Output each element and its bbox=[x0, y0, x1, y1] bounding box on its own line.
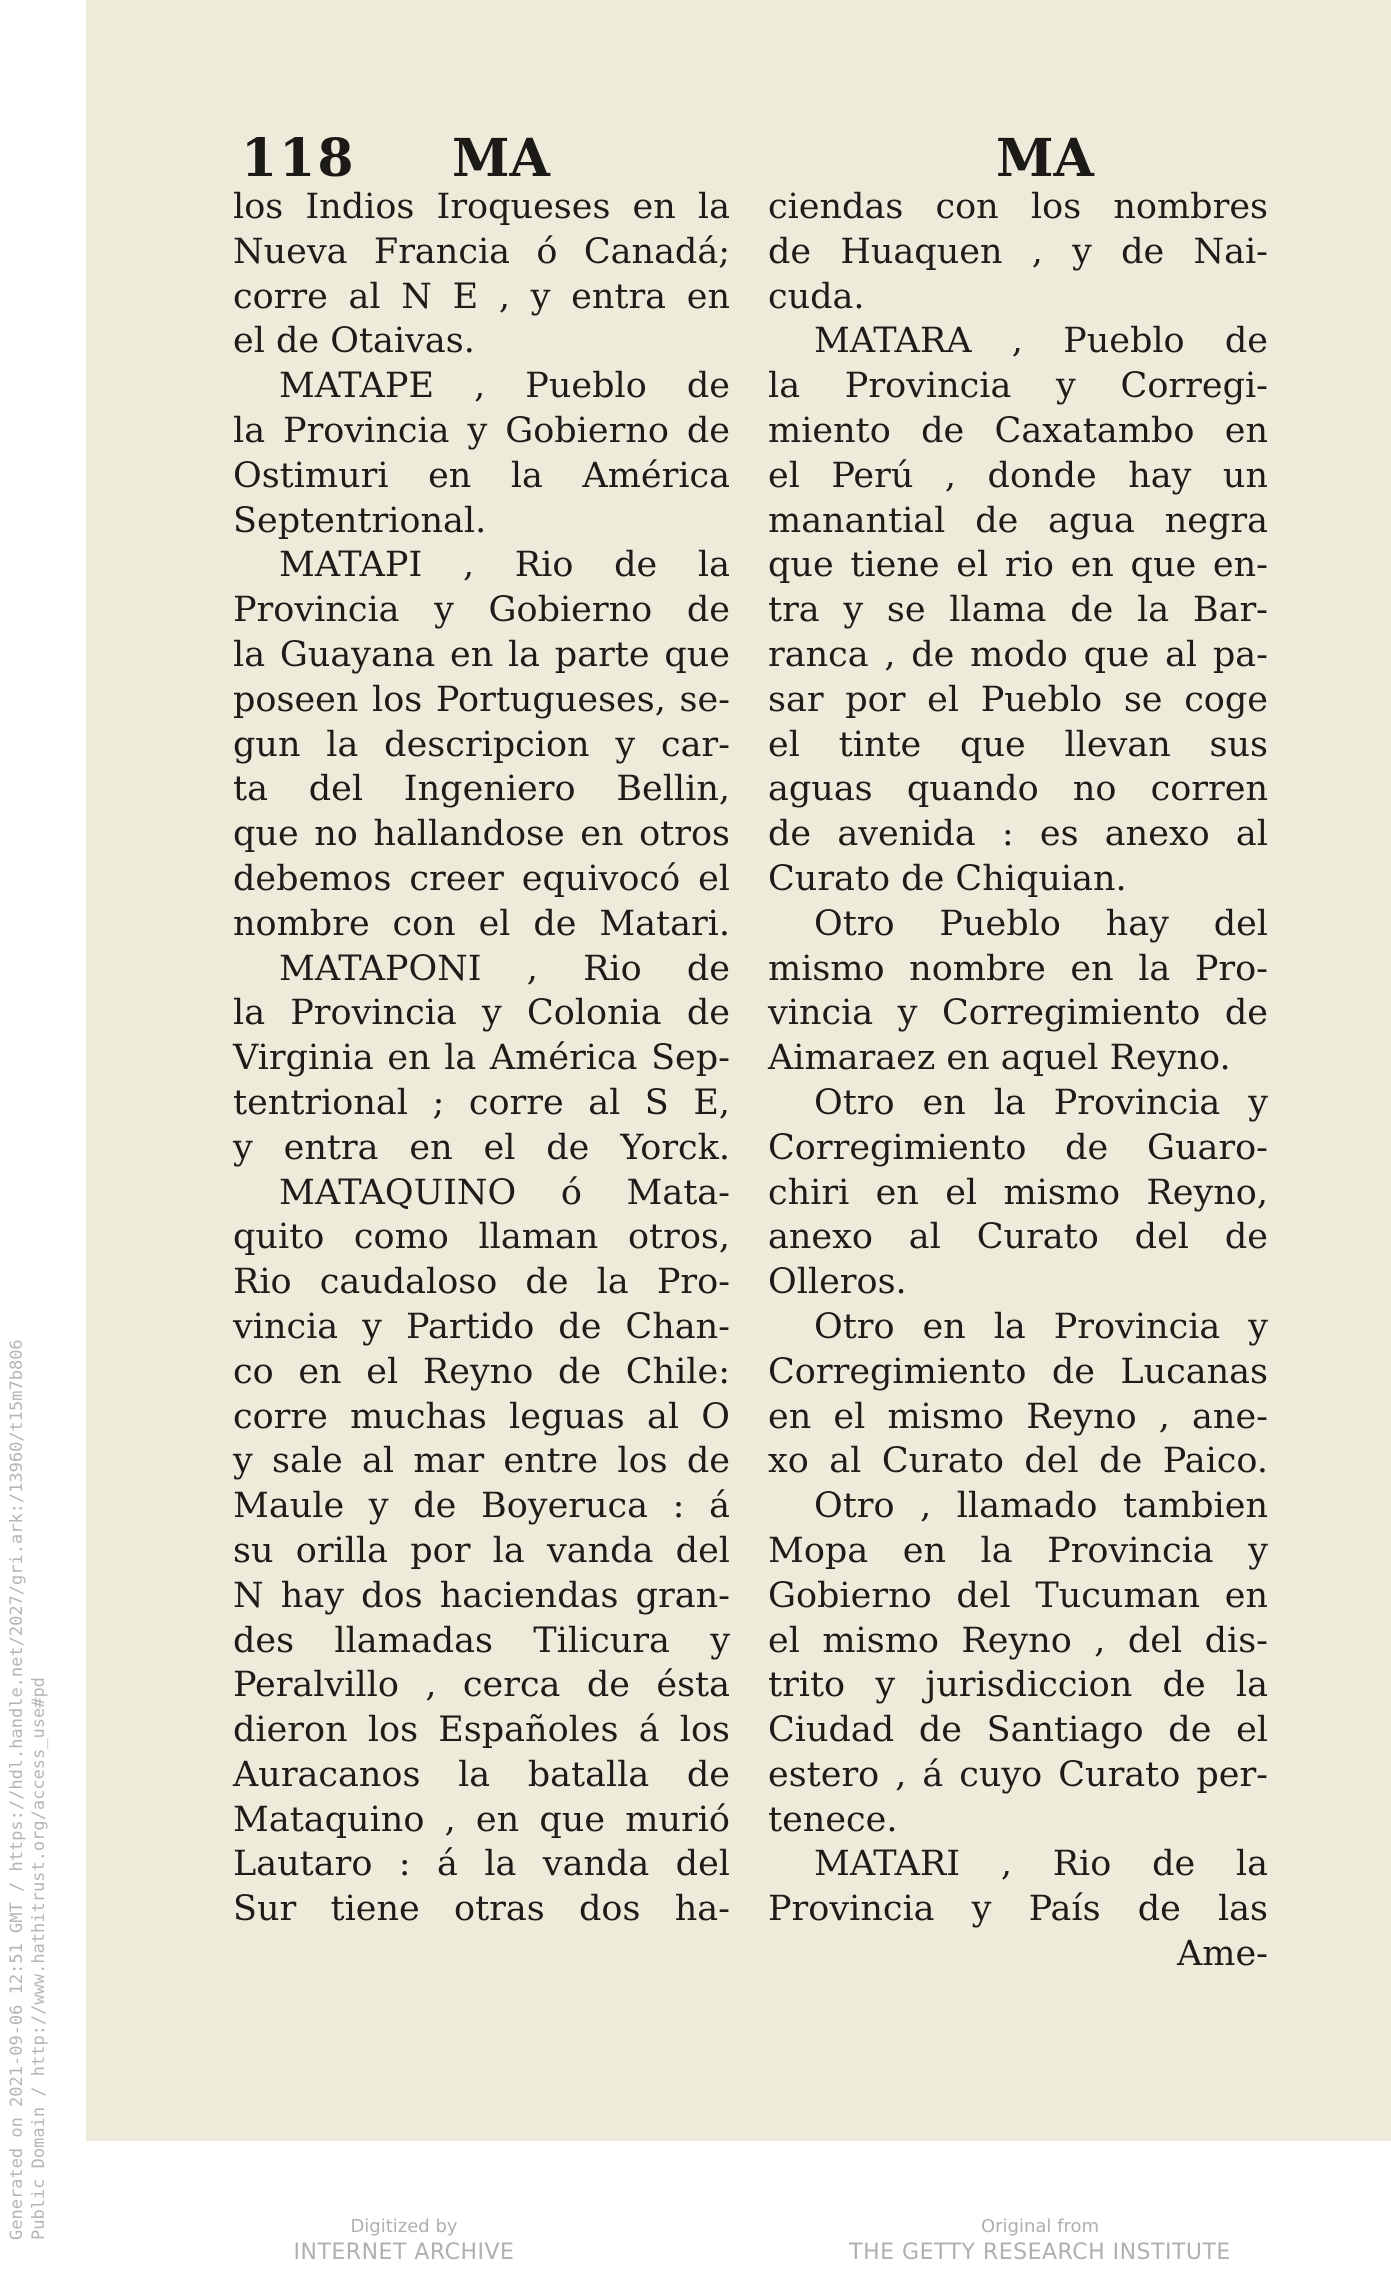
text-line: su orilla por la vanda del bbox=[233, 1530, 730, 1571]
text-line: mismo nombre en la Pro- bbox=[768, 948, 1268, 989]
text-line: Peralvillo , cerca de ésta bbox=[233, 1665, 730, 1706]
getty-research-institute-label: THE GETTY RESEARCH INSTITUTE bbox=[849, 2240, 1231, 2265]
text-line: que tiene el rio en que en- bbox=[768, 545, 1268, 586]
text-line: vincia y Corregimiento de bbox=[768, 993, 1268, 1034]
text-line: de Huaquen , y de Nai- bbox=[768, 231, 1268, 272]
text-line: cuda. bbox=[768, 276, 865, 317]
text-line: Ostimuri en la América bbox=[233, 455, 730, 496]
text-line: la Provincia y Corregi- bbox=[768, 366, 1268, 407]
text-line: debemos creer equivocó el bbox=[233, 858, 730, 899]
text-line: el mismo Reyno , del dis- bbox=[768, 1620, 1268, 1661]
entry-heading-line: MATAPONI , Rio de bbox=[279, 948, 730, 989]
text-line: dieron los Españoles á los bbox=[233, 1710, 730, 1751]
text-line: que no hallandose en otros bbox=[233, 814, 730, 855]
stamp-line-public-domain: Public Domain / http://www.hathitrust.org/access_use#pd bbox=[29, 1677, 49, 2240]
text-line: aguas quando no corren bbox=[768, 769, 1268, 810]
text-line: sar por el Pueblo se coge bbox=[768, 679, 1268, 720]
text-line: Lautaro : á la vanda del bbox=[233, 1844, 730, 1885]
catchword: Ame- bbox=[1176, 1934, 1268, 1975]
text-line: y sale al mar entre los de bbox=[233, 1441, 730, 1482]
text-line: gun la descripcion y car- bbox=[233, 724, 730, 765]
text-line: los Indios Iroqueses en la bbox=[233, 187, 730, 227]
text-line: Curato de Chiquian. bbox=[768, 858, 1127, 899]
text-line: miento de Caxatambo en bbox=[768, 410, 1268, 451]
digitized-by-label: Digitized by bbox=[350, 2216, 458, 2237]
text-line: Provincia y País de las bbox=[768, 1889, 1268, 1930]
hathitrust-access-stamp bbox=[6, 1339, 50, 2240]
right-text-column bbox=[768, 185, 1268, 1977]
text-line: vincia y Partido de Chan- bbox=[233, 1306, 730, 1347]
text-line: Nueva Francia ó Canadá; bbox=[233, 231, 730, 272]
text-line: corre muchas leguas al O bbox=[233, 1396, 730, 1437]
text-line: Mataquino , en que murió bbox=[233, 1799, 730, 1840]
text-line: Sur tiene otras dos ha- bbox=[233, 1889, 730, 1930]
stamp-line-generated: Generated on 2021-09-06 12:51 GMT / https://hdl.handle.net/2027/gri.ark:/13960/t15m7b806 bbox=[7, 1339, 27, 2240]
entry-heading-line: Otro en la Provincia y bbox=[814, 1306, 1268, 1347]
text-line: tenece. bbox=[768, 1799, 898, 1840]
page-number: 118 bbox=[241, 128, 356, 189]
text-line: tra y se llama de la Bar- bbox=[768, 590, 1268, 631]
text-line: la Guayana en la parte que bbox=[233, 634, 730, 675]
text-line: Rio caudaloso de la Pro- bbox=[233, 1262, 730, 1303]
text-line: el de Otaivas. bbox=[233, 321, 475, 362]
text-line: Corregimiento de Lucanas bbox=[768, 1351, 1268, 1392]
text-line: ranca , de modo que al pa- bbox=[768, 634, 1268, 675]
text-line: chiri en el mismo Reyno, bbox=[768, 1172, 1268, 1213]
text-line: quito como llaman otros, bbox=[233, 1217, 730, 1258]
entry-heading-line: MATAQUINO ó Mata- bbox=[279, 1172, 730, 1213]
text-line: co en el Reyno de Chile: bbox=[233, 1351, 730, 1392]
text-line: manantial de agua negra bbox=[768, 500, 1268, 541]
entry-heading-line: Otro en la Provincia y bbox=[814, 1082, 1268, 1123]
text-line: tentrional ; corre al S E, bbox=[233, 1082, 730, 1123]
text-line: ta del Ingeniero Bellin, bbox=[233, 769, 730, 810]
text-line: nombre con el de Matari. bbox=[233, 903, 730, 944]
text-line: en el mismo Reyno , ane- bbox=[768, 1396, 1268, 1437]
entry-heading-line: MATAPE , Pueblo de bbox=[279, 366, 730, 407]
text-line: Olleros. bbox=[768, 1262, 907, 1303]
text-line: xo al Curato del de Paico. bbox=[768, 1441, 1268, 1482]
text-line: la Provincia y Gobierno de bbox=[233, 410, 730, 451]
text-line: Aimaraez en aquel Reyno. bbox=[768, 1038, 1231, 1079]
entry-heading-line: MATARA , Pueblo de bbox=[814, 321, 1268, 362]
text-line: trito y jurisdiccion de la bbox=[768, 1665, 1268, 1706]
text-line: el tinte que llevan sus bbox=[768, 724, 1268, 765]
internet-archive-label: INTERNET ARCHIVE bbox=[293, 2240, 515, 2265]
text-line: ciendas con los nombres bbox=[768, 187, 1268, 227]
text-line: Corregimiento de Guaro- bbox=[768, 1127, 1268, 1168]
text-line: el Perú , donde hay un bbox=[768, 455, 1268, 496]
entry-heading-line: MATAPI , Rio de la bbox=[279, 545, 730, 586]
entry-heading-line: Otro Pueblo hay del bbox=[814, 903, 1268, 944]
text-line: de avenida : es anexo al bbox=[768, 814, 1268, 855]
text-line: poseen los Portugueses, se- bbox=[233, 679, 730, 720]
text-line: la Provincia y Colonia de bbox=[233, 993, 730, 1034]
text-line: Septentrional. bbox=[233, 500, 487, 541]
text-line: Virginia en la América Sep- bbox=[233, 1038, 730, 1079]
running-head-left: MA bbox=[452, 128, 550, 189]
text-line: corre al N E , y entra en bbox=[233, 276, 730, 317]
text-line: Gobierno del Tucuman en bbox=[768, 1575, 1268, 1616]
text-line: estero , á cuyo Curato per- bbox=[768, 1754, 1268, 1795]
entry-heading-line: MATARI , Rio de la bbox=[814, 1844, 1268, 1885]
entry-heading-line: Otro , llamado tambien bbox=[814, 1486, 1268, 1527]
text-line: Maule y de Boyeruca : á bbox=[233, 1486, 730, 1527]
text-line: Provincia y Gobierno de bbox=[233, 590, 730, 631]
text-line: y entra en el de Yorck. bbox=[233, 1127, 730, 1168]
running-head-right: MA bbox=[996, 128, 1094, 189]
text-line: Ciudad de Santiago de el bbox=[768, 1710, 1268, 1751]
left-text-column bbox=[233, 185, 730, 1932]
text-line: Auracanos la batalla de bbox=[233, 1754, 730, 1795]
original-from-label: Original from bbox=[980, 2216, 1100, 2237]
text-line: anexo al Curato del de bbox=[768, 1217, 1268, 1258]
text-line: Mopa en la Provincia y bbox=[768, 1530, 1268, 1571]
text-line: N hay dos haciendas gran- bbox=[233, 1575, 730, 1616]
text-line: des llamadas Tilicura y bbox=[233, 1620, 730, 1661]
